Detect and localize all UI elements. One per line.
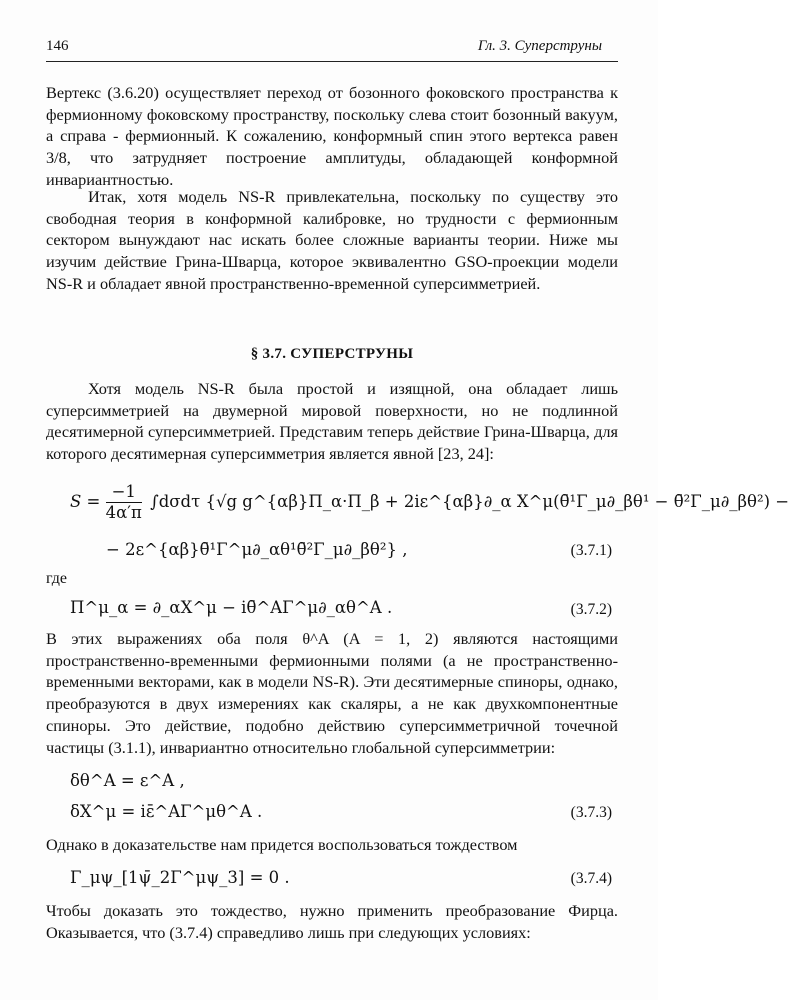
equation-3-7-2: Π^μ_α = ∂_αX^μ − iθ̄^AΓ^μ∂_αθ^A . bbox=[70, 598, 393, 617]
paragraph-identity: Однако в доказательстве нам придется воспользоваться тождеством bbox=[46, 835, 518, 854]
paragraph-ns-r: Итак, хотя модель NS-R привлекательна, поскольку по существу это свободная теория в конформной калибровке, но трудности с фермионным сектором вынуждают нас искать более сложные варианты теории. Ниже мы изучим действие Грина-Шварца, которое эквивалентно GSO-проекции модели NS-R и обладает явной пространственно-временной суперсимметрией. bbox=[46, 187, 618, 293]
eq1-body-line-1: ∫dσdτ {√g g^{αβ}Π_α·Π_β + 2iε^{αβ}∂_α X^μ(θ̄¹Γ_μ∂_βθ¹ − θ̄²Γ_μ∂_βθ²) − bbox=[150, 492, 789, 511]
equation-3-7-1-line-2: − 2ε^{αβ}θ̄¹Γ^μ∂_αθ¹θ̄²Γ_μ∂_βθ²} , bbox=[106, 540, 408, 559]
paragraph-fierz: Чтобы доказать это тождество, нужно применить преобразование Фирца. Оказывается, что (3.7.4) справедливо лишь при следующих условиях: bbox=[46, 901, 618, 942]
equation-number-3-7-2: (3.7.2) bbox=[570, 601, 612, 618]
equation-number-3-7-1: (3.7.1) bbox=[570, 542, 612, 559]
paragraph-fields: В этих выражениях оба поля θ^A (A = 1, 2) являются настоящими пространственно-временными фермионными полями (а не пространственно-временными векторами, как в модели NS-R). Эти десятимерные спиноры, однако, преобразуются в двух измерениях как скаляры, а не как двухкомпонентные спиноры. Это действие, подобно действию суперсимметричной точечной частицы (3.1.1), инвариантно относительно глобальной суперсимметрии: bbox=[46, 629, 618, 757]
equation-3-7-3-line-1: δθ^A = ε^A , bbox=[70, 771, 185, 790]
header-rule bbox=[46, 61, 618, 62]
equation-3-7-3-line-2: δX^μ = iε̄^AΓ^μθ^A . bbox=[70, 802, 263, 821]
eq1-numerator: −1 bbox=[106, 482, 142, 503]
equation-number-3-7-3: (3.7.3) bbox=[570, 804, 612, 821]
equation-3-7-1-line-1 bbox=[70, 482, 789, 523]
equation-3-7-4: Γ_μψ_[1ψ̄_2Γ^μψ_3] = 0 . bbox=[70, 868, 290, 887]
word-where: где bbox=[46, 570, 68, 587]
section-title: § 3.7. СУПЕРСТРУНЫ bbox=[250, 346, 414, 362]
eq1-lhs: S = bbox=[70, 492, 101, 511]
equation-number-3-7-4: (3.7.4) bbox=[570, 870, 612, 887]
page-number: 146 bbox=[46, 38, 69, 54]
paragraph-green-schwarz: Хотя модель NS-R была простой и изящной, она обладает лишь суперсимметрией на двумерной мировой поверхности, но не подлинной десятимерной суперсимметрией. Представим теперь действие Грина-Шварца, для которого десятимерная суперсимметрия является явной [23, 24]: bbox=[46, 379, 618, 464]
running-title: Гл. 3. Суперструны bbox=[477, 38, 602, 54]
eq1-fraction bbox=[106, 482, 142, 523]
eq1-denominator: 4α′π bbox=[105, 503, 142, 522]
paragraph-vertex: Вертекс (3.6.20) осуществляет переход от бозонного фоковского пространства к фермионному фоковскому пространству, поскольку слева стоит бозонный вакуум, а справа - фермионный. К сожалению, конформный спин этого вертекса равен 3/8, что затрудняет построение амплитуды, обладающей конформной инвариантностью. bbox=[46, 83, 618, 189]
page-header bbox=[46, 38, 618, 66]
